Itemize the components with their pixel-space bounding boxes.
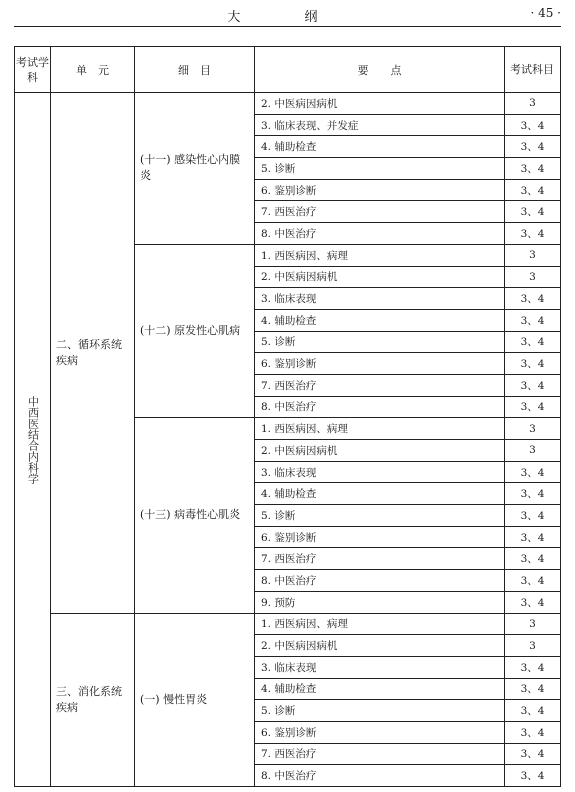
table-header-row — [15, 47, 561, 93]
level-cell: 3、4 — [505, 331, 561, 353]
page-number: · 45 · — [530, 6, 561, 20]
point-cell: 3. 临床表现 — [255, 461, 505, 483]
level-cell: 3 — [505, 93, 561, 115]
point-cell: 6. 鉴别诊断 — [255, 721, 505, 743]
point-cell: 6. 鉴别诊断 — [255, 353, 505, 375]
point-cell: 6. 鉴别诊断 — [255, 526, 505, 548]
level-cell: 3、4 — [505, 700, 561, 722]
level-cell: 3、4 — [505, 179, 561, 201]
point-cell: 9. 预防 — [255, 591, 505, 613]
level-cell: 3、4 — [505, 114, 561, 136]
point-cell: 2. 中医病因病机 — [255, 440, 505, 462]
level-cell: 3、4 — [505, 505, 561, 527]
level-cell: 3 — [505, 266, 561, 288]
level-cell: 3、4 — [505, 721, 561, 743]
point-cell: 8. 中医治疗 — [255, 223, 505, 245]
point-cell: 3. 临床表现 — [255, 288, 505, 310]
level-cell: 3、4 — [505, 158, 561, 180]
point-cell: 3. 临床表现 — [255, 656, 505, 678]
level-cell: 3、4 — [505, 678, 561, 700]
point-cell: 1. 西医病因、病理 — [255, 244, 505, 266]
subject-cell — [15, 93, 51, 787]
level-cell: 3、4 — [505, 743, 561, 765]
page-header — [14, 6, 561, 26]
point-cell: 8. 中医治疗 — [255, 570, 505, 592]
header-item: 细 目 — [135, 47, 255, 93]
level-cell: 3 — [505, 418, 561, 440]
header-subject: 考试学科 — [15, 47, 51, 93]
level-cell: 3、4 — [505, 288, 561, 310]
table-body — [15, 93, 561, 787]
level-cell: 3 — [505, 613, 561, 635]
point-cell: 4. 辅助检查 — [255, 309, 505, 331]
point-cell: 1. 西医病因、病理 — [255, 418, 505, 440]
level-cell: 3、4 — [505, 765, 561, 787]
point-cell: 3. 临床表现、并发症 — [255, 114, 505, 136]
level-cell: 3、4 — [505, 223, 561, 245]
table-row — [15, 93, 561, 115]
level-cell: 3、4 — [505, 591, 561, 613]
level-cell: 3、4 — [505, 353, 561, 375]
level-cell: 3、4 — [505, 483, 561, 505]
point-cell: 4. 辅助检查 — [255, 136, 505, 158]
header-point: 要 点 — [255, 47, 505, 93]
point-cell: 2. 中医病因病机 — [255, 93, 505, 115]
level-cell: 3、4 — [505, 570, 561, 592]
level-cell: 3 — [505, 635, 561, 657]
unit-cell: 二、循环系统疾病 — [51, 93, 135, 614]
item-cell: (一) 慢性胃炎 — [135, 613, 255, 787]
level-cell: 3、4 — [505, 526, 561, 548]
level-cell: 3 — [505, 440, 561, 462]
point-cell: 7. 西医治疗 — [255, 374, 505, 396]
level-cell: 3、4 — [505, 136, 561, 158]
level-cell: 3、4 — [505, 374, 561, 396]
point-cell: 5. 诊断 — [255, 505, 505, 527]
level-cell: 3、4 — [505, 201, 561, 223]
point-cell: 7. 西医治疗 — [255, 743, 505, 765]
point-cell: 1. 西医病因、病理 — [255, 613, 505, 635]
point-cell: 2. 中医病因病机 — [255, 266, 505, 288]
table-row — [15, 613, 561, 635]
header-unit: 单 元 — [51, 47, 135, 93]
point-cell: 4. 辅助检查 — [255, 483, 505, 505]
level-cell: 3、4 — [505, 461, 561, 483]
level-cell: 3、4 — [505, 656, 561, 678]
point-cell: 5. 诊断 — [255, 700, 505, 722]
header-title: 大 纲 — [227, 10, 348, 25]
level-cell: 3 — [505, 244, 561, 266]
point-cell: 4. 辅助检查 — [255, 678, 505, 700]
header-level: 考试科目 — [505, 47, 561, 93]
subject-label: 中西医结合内科学 — [26, 395, 40, 484]
point-cell: 6. 鉴别诊断 — [255, 179, 505, 201]
unit-cell: 三、消化系统疾病 — [51, 613, 135, 787]
header-rule — [14, 26, 561, 27]
point-cell: 8. 中医治疗 — [255, 765, 505, 787]
point-cell: 7. 西医治疗 — [255, 548, 505, 570]
point-cell: 2. 中医病因病机 — [255, 635, 505, 657]
item-cell: (十三) 病毒性心肌炎 — [135, 418, 255, 613]
level-cell: 3、4 — [505, 548, 561, 570]
point-cell: 5. 诊断 — [255, 158, 505, 180]
level-cell: 3、4 — [505, 309, 561, 331]
item-cell: (十一) 感染性心内膜炎 — [135, 93, 255, 245]
point-cell: 7. 西医治疗 — [255, 201, 505, 223]
syllabus-table — [14, 46, 561, 787]
item-cell: (十二) 原发性心肌病 — [135, 244, 255, 418]
level-cell: 3、4 — [505, 396, 561, 418]
point-cell: 8. 中医治疗 — [255, 396, 505, 418]
point-cell: 5. 诊断 — [255, 331, 505, 353]
